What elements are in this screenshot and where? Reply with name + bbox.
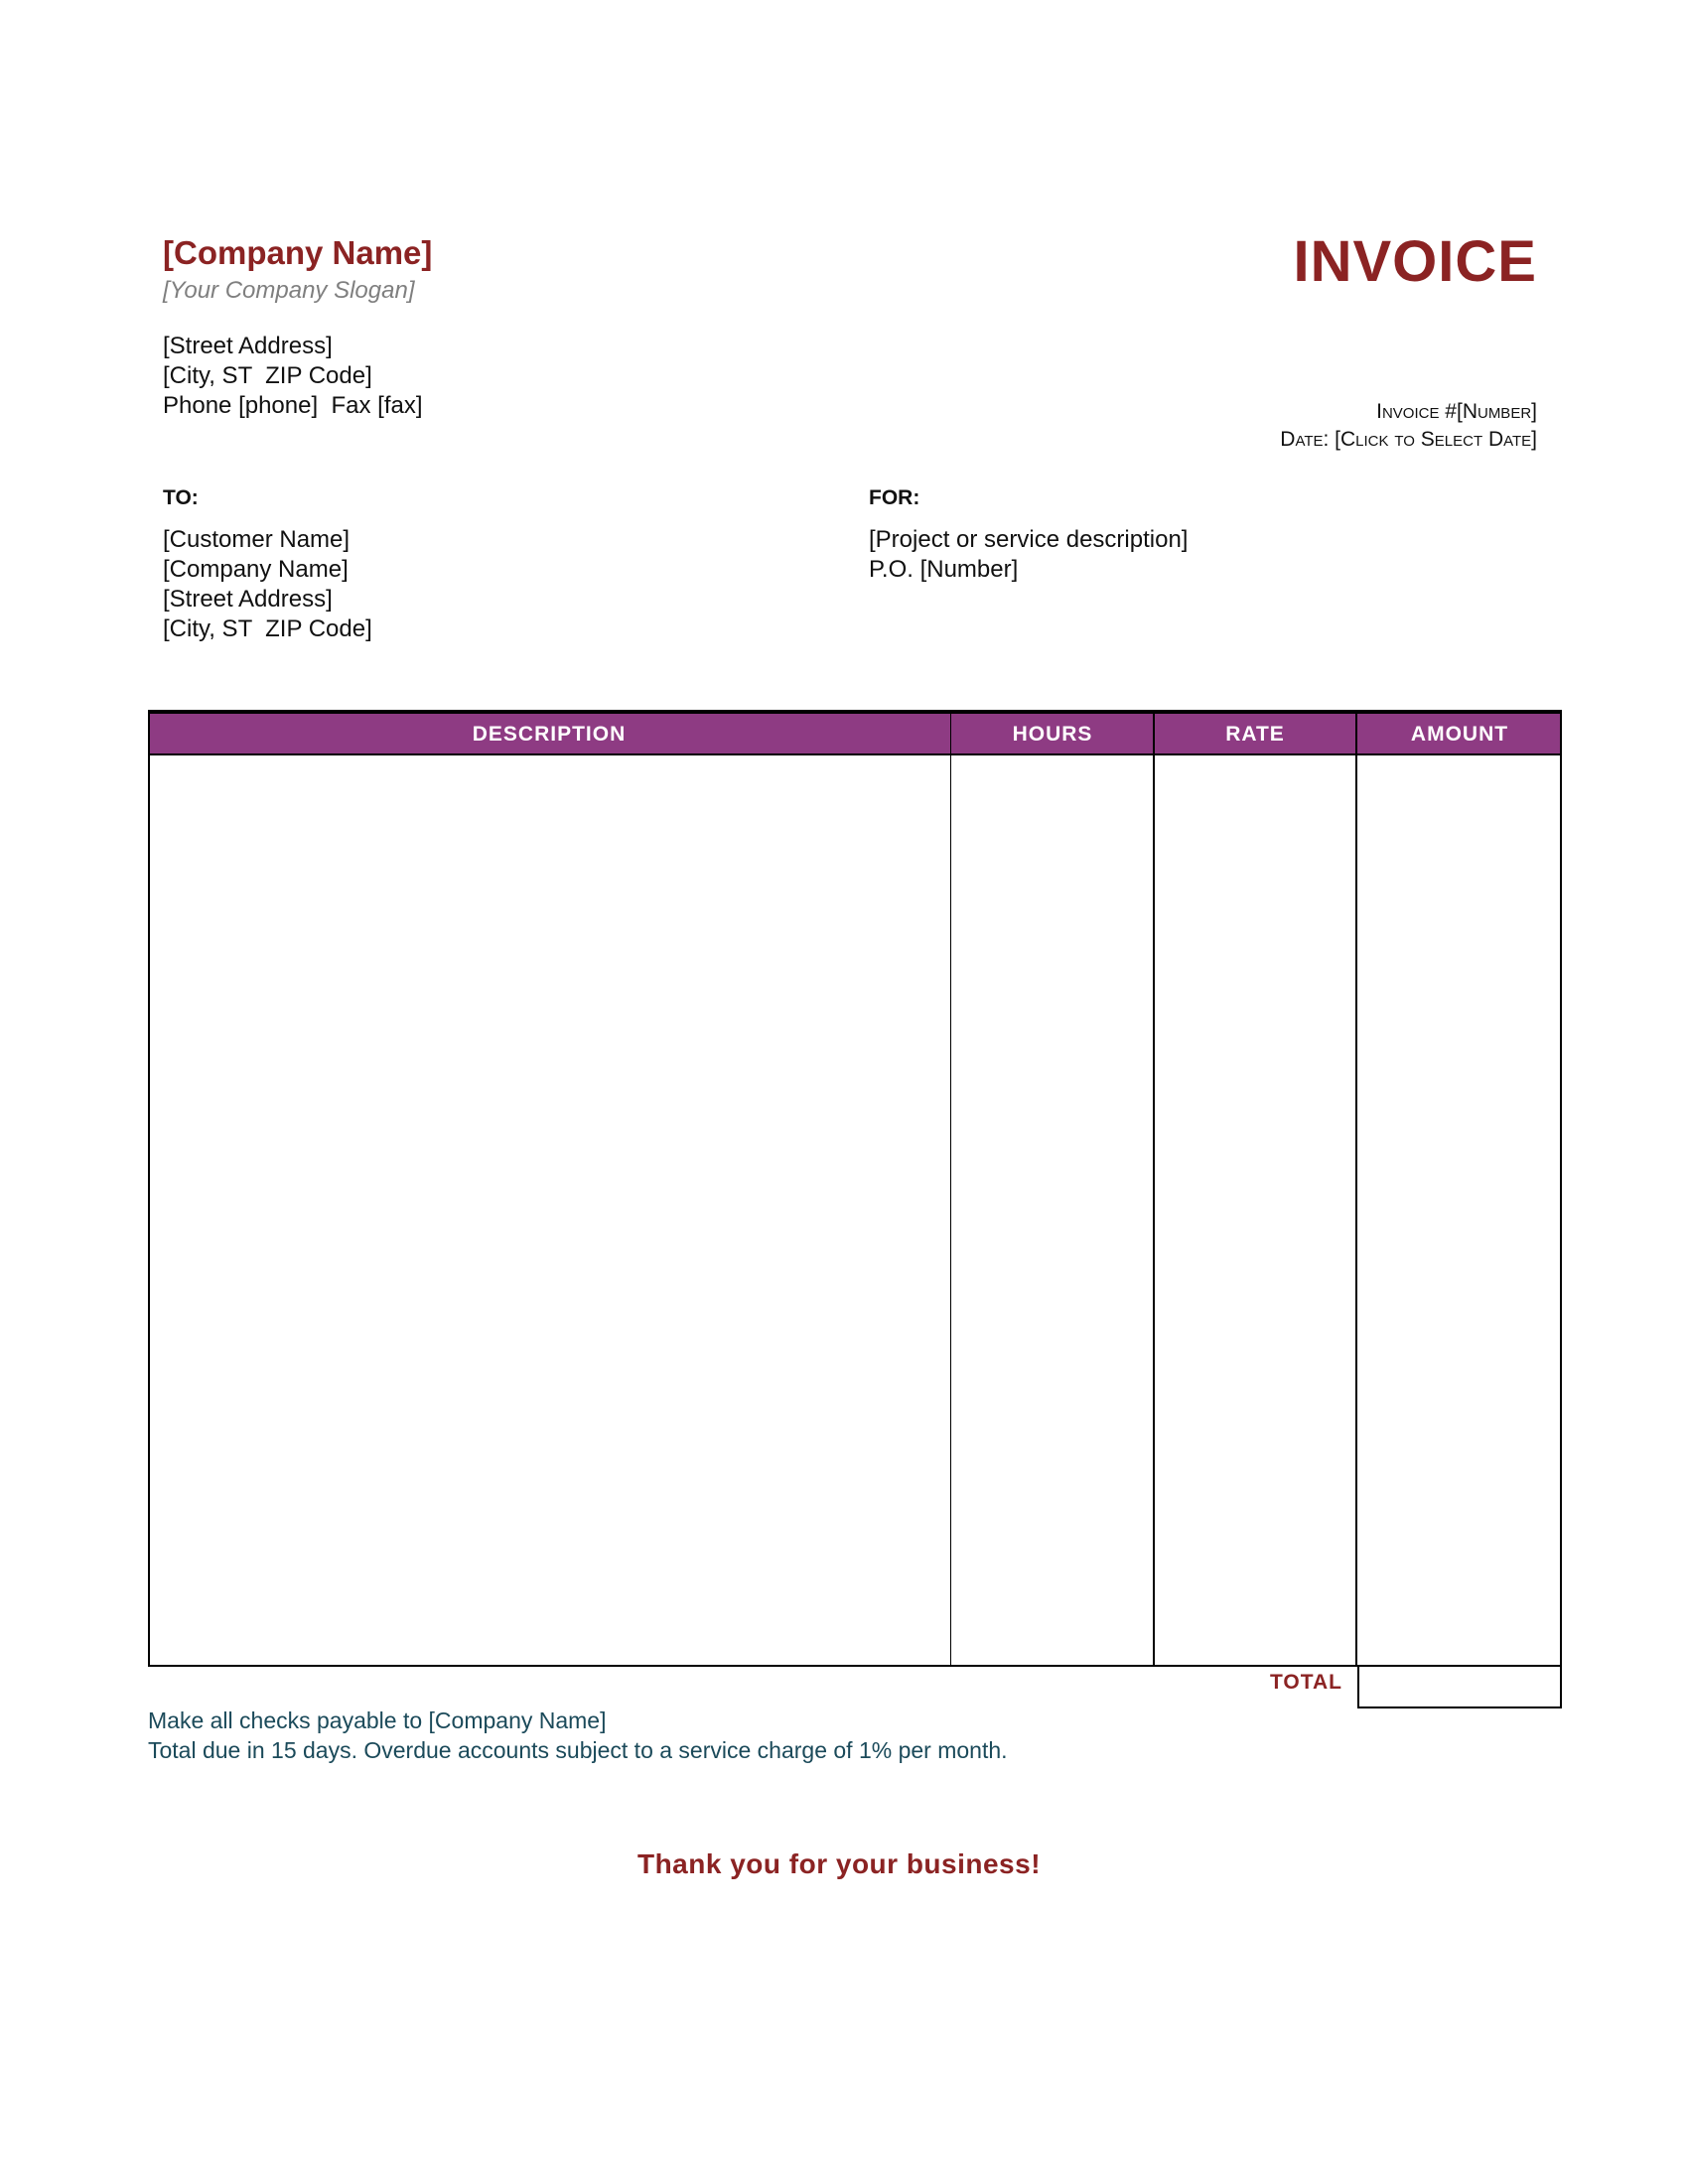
invoice-number[interactable]: Invoice #[Number] xyxy=(1376,400,1537,423)
project-description[interactable]: [Project or service description] xyxy=(869,526,1189,553)
header-rate: RATE xyxy=(1225,723,1285,746)
po-number[interactable]: P.O. [Number] xyxy=(869,556,1019,583)
amount-column-cell[interactable] xyxy=(1357,755,1560,1665)
total-label: TOTAL xyxy=(1269,1671,1342,1694)
hours-column-cell[interactable] xyxy=(952,755,1153,1665)
customer-company[interactable]: [Company Name] xyxy=(163,556,349,583)
header-hours: HOURS xyxy=(1012,723,1093,746)
total-amount-box[interactable] xyxy=(1357,1667,1562,1708)
sender-city[interactable]: [City, ST ZIP Code] xyxy=(163,362,372,389)
sender-street[interactable]: [Street Address] xyxy=(163,333,333,359)
payment-notes xyxy=(148,1706,1008,1765)
invoice-meta xyxy=(1280,398,1537,454)
invoice-date[interactable]: Date: [Click to Select Date] xyxy=(1280,428,1537,451)
header-description: DESCRIPTION xyxy=(472,723,627,746)
company-slogan[interactable]: [Your Company Slogan] xyxy=(163,277,415,304)
customer-name[interactable]: [Customer Name] xyxy=(163,526,351,553)
customer-street[interactable]: [Street Address] xyxy=(163,586,333,613)
header-amount: AMOUNT xyxy=(1410,723,1509,746)
bill-to-block xyxy=(163,483,372,644)
company-name[interactable]: [Company Name] xyxy=(163,234,433,271)
rate-column-cell[interactable] xyxy=(1155,755,1355,1665)
column-divider xyxy=(950,714,951,1667)
sender-address xyxy=(163,332,423,421)
sender-phone-fax[interactable]: Phone [phone] Fax [fax] xyxy=(163,392,423,419)
payment-terms-note: Total due in 15 days. Overdue accounts subject to a service charge of 1% per month. xyxy=(148,1737,1008,1763)
invoice-title: INVOICE xyxy=(1293,229,1537,294)
customer-city[interactable]: [City, ST ZIP Code] xyxy=(163,615,372,642)
description-column-cell[interactable] xyxy=(150,755,950,1665)
bill-for-label: FOR: xyxy=(869,486,920,509)
thank-you-message: Thank you for your business! xyxy=(636,1848,1042,1879)
bill-to-label: TO: xyxy=(163,486,199,509)
checks-payable-note: Make all checks payable to [Company Name] xyxy=(148,1707,607,1733)
bill-for-block xyxy=(869,483,1188,585)
